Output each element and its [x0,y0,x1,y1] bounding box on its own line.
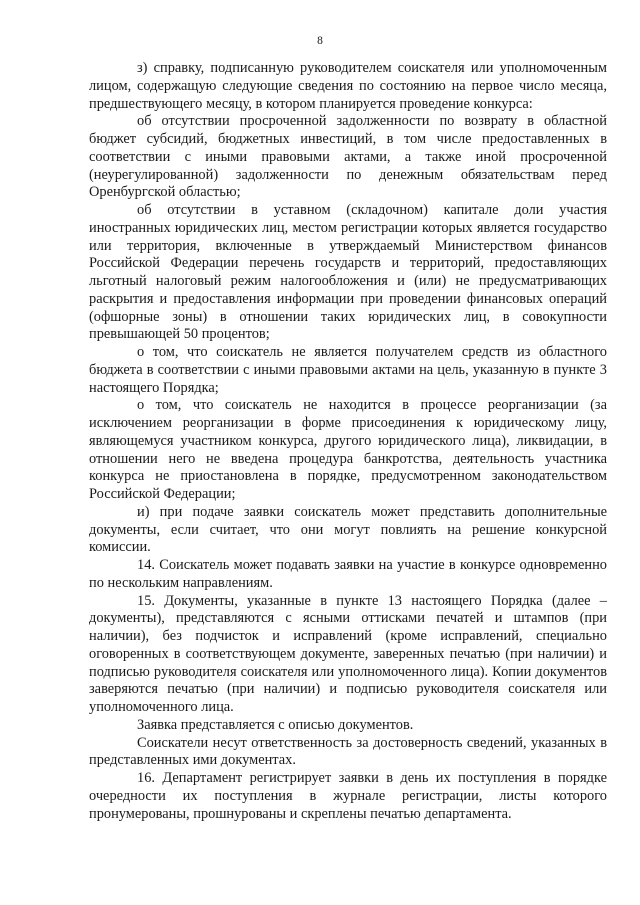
page-number: 8 [317,35,323,47]
document-body [89,60,607,823]
paragraph-inventory: Заявка представляется с описью документов. [137,716,414,733]
paragraph-responsibility: Соискатели несут ответственность за достоверность сведений, указанных в представленных ими документах. [89,734,607,769]
paragraph-z-certificate: з) справку, подписанную руководителем соискателя или уполномоченным лицом, содержащую следующие сведения по состоянию на первое число месяца, предшествующего месяцу, в котором планируется проведение конкурса: [89,60,607,112]
paragraph-not-budget-recipient: о том, что соискатель не является получателем средств из областного бюджета в соответствии с иными правовыми актами на цель, указанную в пункте 3 настоящего Порядка; [89,344,607,396]
paragraph-i-additional-documents: и) при подаче заявки соискатель может представить дополнительные документы, если считает, что они могут повлиять на решение конкурсной комиссии. [89,503,607,556]
paragraph-14-multiple-directions: 14. Соискатель может подавать заявки на участие в конкурсе одновременно по нескольким направлениям. [89,557,607,591]
paragraph-16-registration: 16. Департамент регистрирует заявки в день их поступления в порядке очередности их поступления в журнале регистрации, листы которого пронумерованы, прошнурованы и скреплены печатью департамента. [89,770,607,822]
paragraph-no-foreign-share: об отсутствии в уставном (складочном) капитале доли участия иностранных юридических лиц, местом регистрации которых является государство или территория, включенные в утверждаемый Министерством финансов Российской Федерации перечень государств и территорий, предоставляющих льготный налоговый режим налогообложения и (или) не предусматривающих раскрытия и предоставления информации при проведении финансовых операций (офшорные зоны) в отношении таких юридических лиц, в совокупности превышающей 50 процентов; [89,202,607,343]
paragraph-no-overdue-debt: об отсутствии просроченной задолженности по возврату в областной бюджет субсидий, бюджетных инвестиций, в том числе предоставленных в соответствии с иными правовыми актами, а также иной просроченной (неурегулированной) задолженности по денежным обязательствам перед Оренбургской областью; [89,113,607,201]
paragraph-15-document-requirements: 15. Документы, указанные в пункте 13 настоящего Порядка (далее – документы), представляются с ясными оттисками печатей и штампов (при наличии), без подчисток и исправлений (кроме исправлений, специально оговоренных в соответствующем документе, заверенных печатью (при наличии) и подписью руководителя соискателя или уполномоченного лица). Копии документов заверяются печатью (при наличии) и подписью руководителя соискателя или уполномоченного лица. [89,592,607,715]
paragraph-no-reorganization: о том, что соискатель не находится в процессе реорганизации (за исключением реорганизации в форме присоединения к юридическому лицу, являющемуся участником конкурса, другого юридического лица), ликвидации, в отношении него не введена процедура банкротства, деятельность участника конкурса не приостановлена в порядке, предусмотренном законодательством Российской Федерации; [89,397,607,502]
